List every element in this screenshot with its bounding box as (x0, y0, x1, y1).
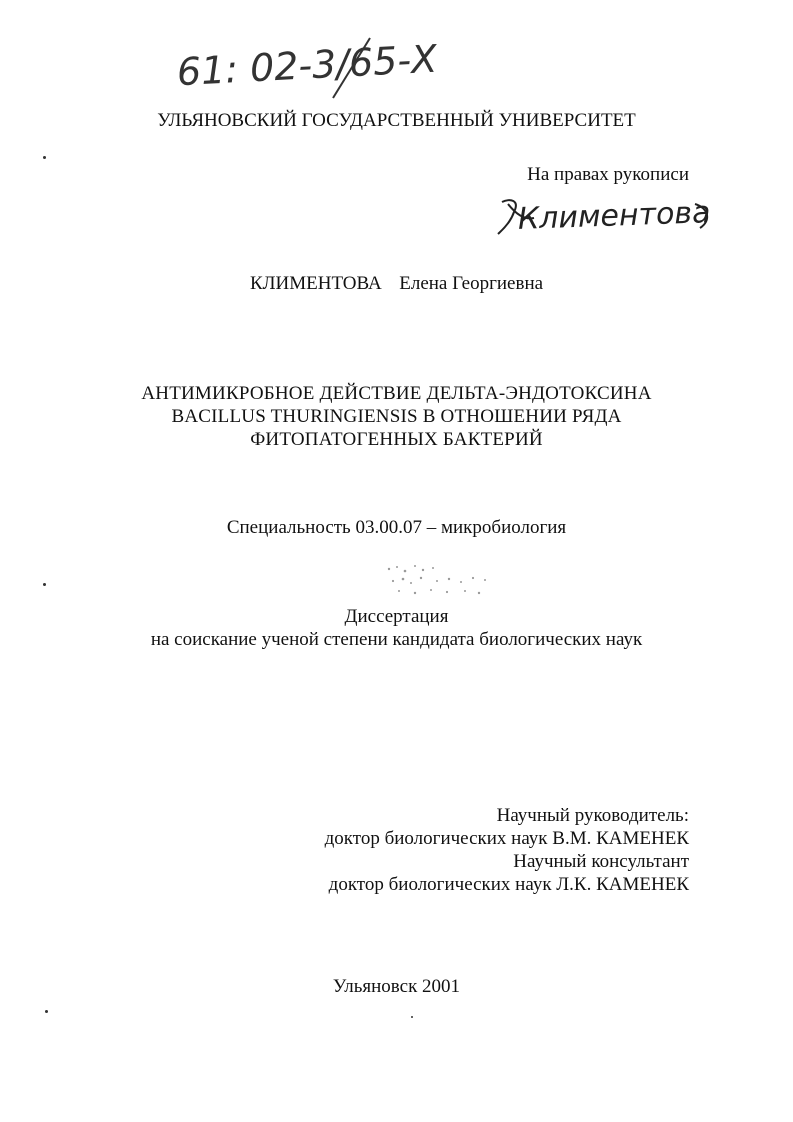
author-given-names: Елена Георгиевна (399, 273, 544, 294)
scan-speck (43, 583, 46, 586)
title-line: BACILLUS THURINGIENSIS В ОТНОШЕНИИ РЯДА (171, 406, 622, 427)
author-surname: КЛИМЕНТОВА (249, 273, 382, 294)
supervisors-block (325, 804, 689, 896)
dissertation-title (0, 382, 793, 451)
signature-text: Климентова (517, 195, 711, 237)
supervisor-label: Научный руководитель: (496, 805, 689, 826)
author-signature (490, 190, 720, 245)
title-line: АНТИМИКРОБНОЕ ДЕЙСТВИЕ ДЕЛЬТА-ЭНДОТОКСИНА (141, 383, 652, 404)
archive-mark-handwritten (165, 30, 525, 105)
consultant-name: доктор биологических наук Л.К. КАМЕНЕК (328, 874, 689, 895)
archive-mark-text: 61: 02-3/65-Х (175, 36, 439, 95)
supervisor-name: доктор биологических наук В.М. КАМЕНЕК (324, 828, 689, 849)
title-line: ФИТОПАТОГЕННЫХ БАКТЕРИЙ (250, 429, 543, 450)
manuscript-rights-note: На правах рукописи (527, 164, 689, 185)
scan-speck (43, 156, 46, 159)
city-year: Ульяновск 2001 (332, 976, 461, 997)
work-type: Диссертация (344, 606, 449, 627)
scan-speck (45, 1010, 48, 1013)
scan-speck (411, 1016, 413, 1018)
degree-line: на соискание ученой степени кандидата биологических наук (150, 629, 643, 650)
author-line (0, 272, 793, 295)
specialty-line: Специальность 03.00.07 – микробиология (226, 517, 567, 538)
consultant-label: Научный консультант (513, 851, 689, 872)
faint-stamp-mark (375, 557, 515, 602)
university-name: УЛЬЯНОВСКИЙ ГОСУДАРСТВЕННЫЙ УНИВЕРСИТЕТ (157, 110, 636, 131)
